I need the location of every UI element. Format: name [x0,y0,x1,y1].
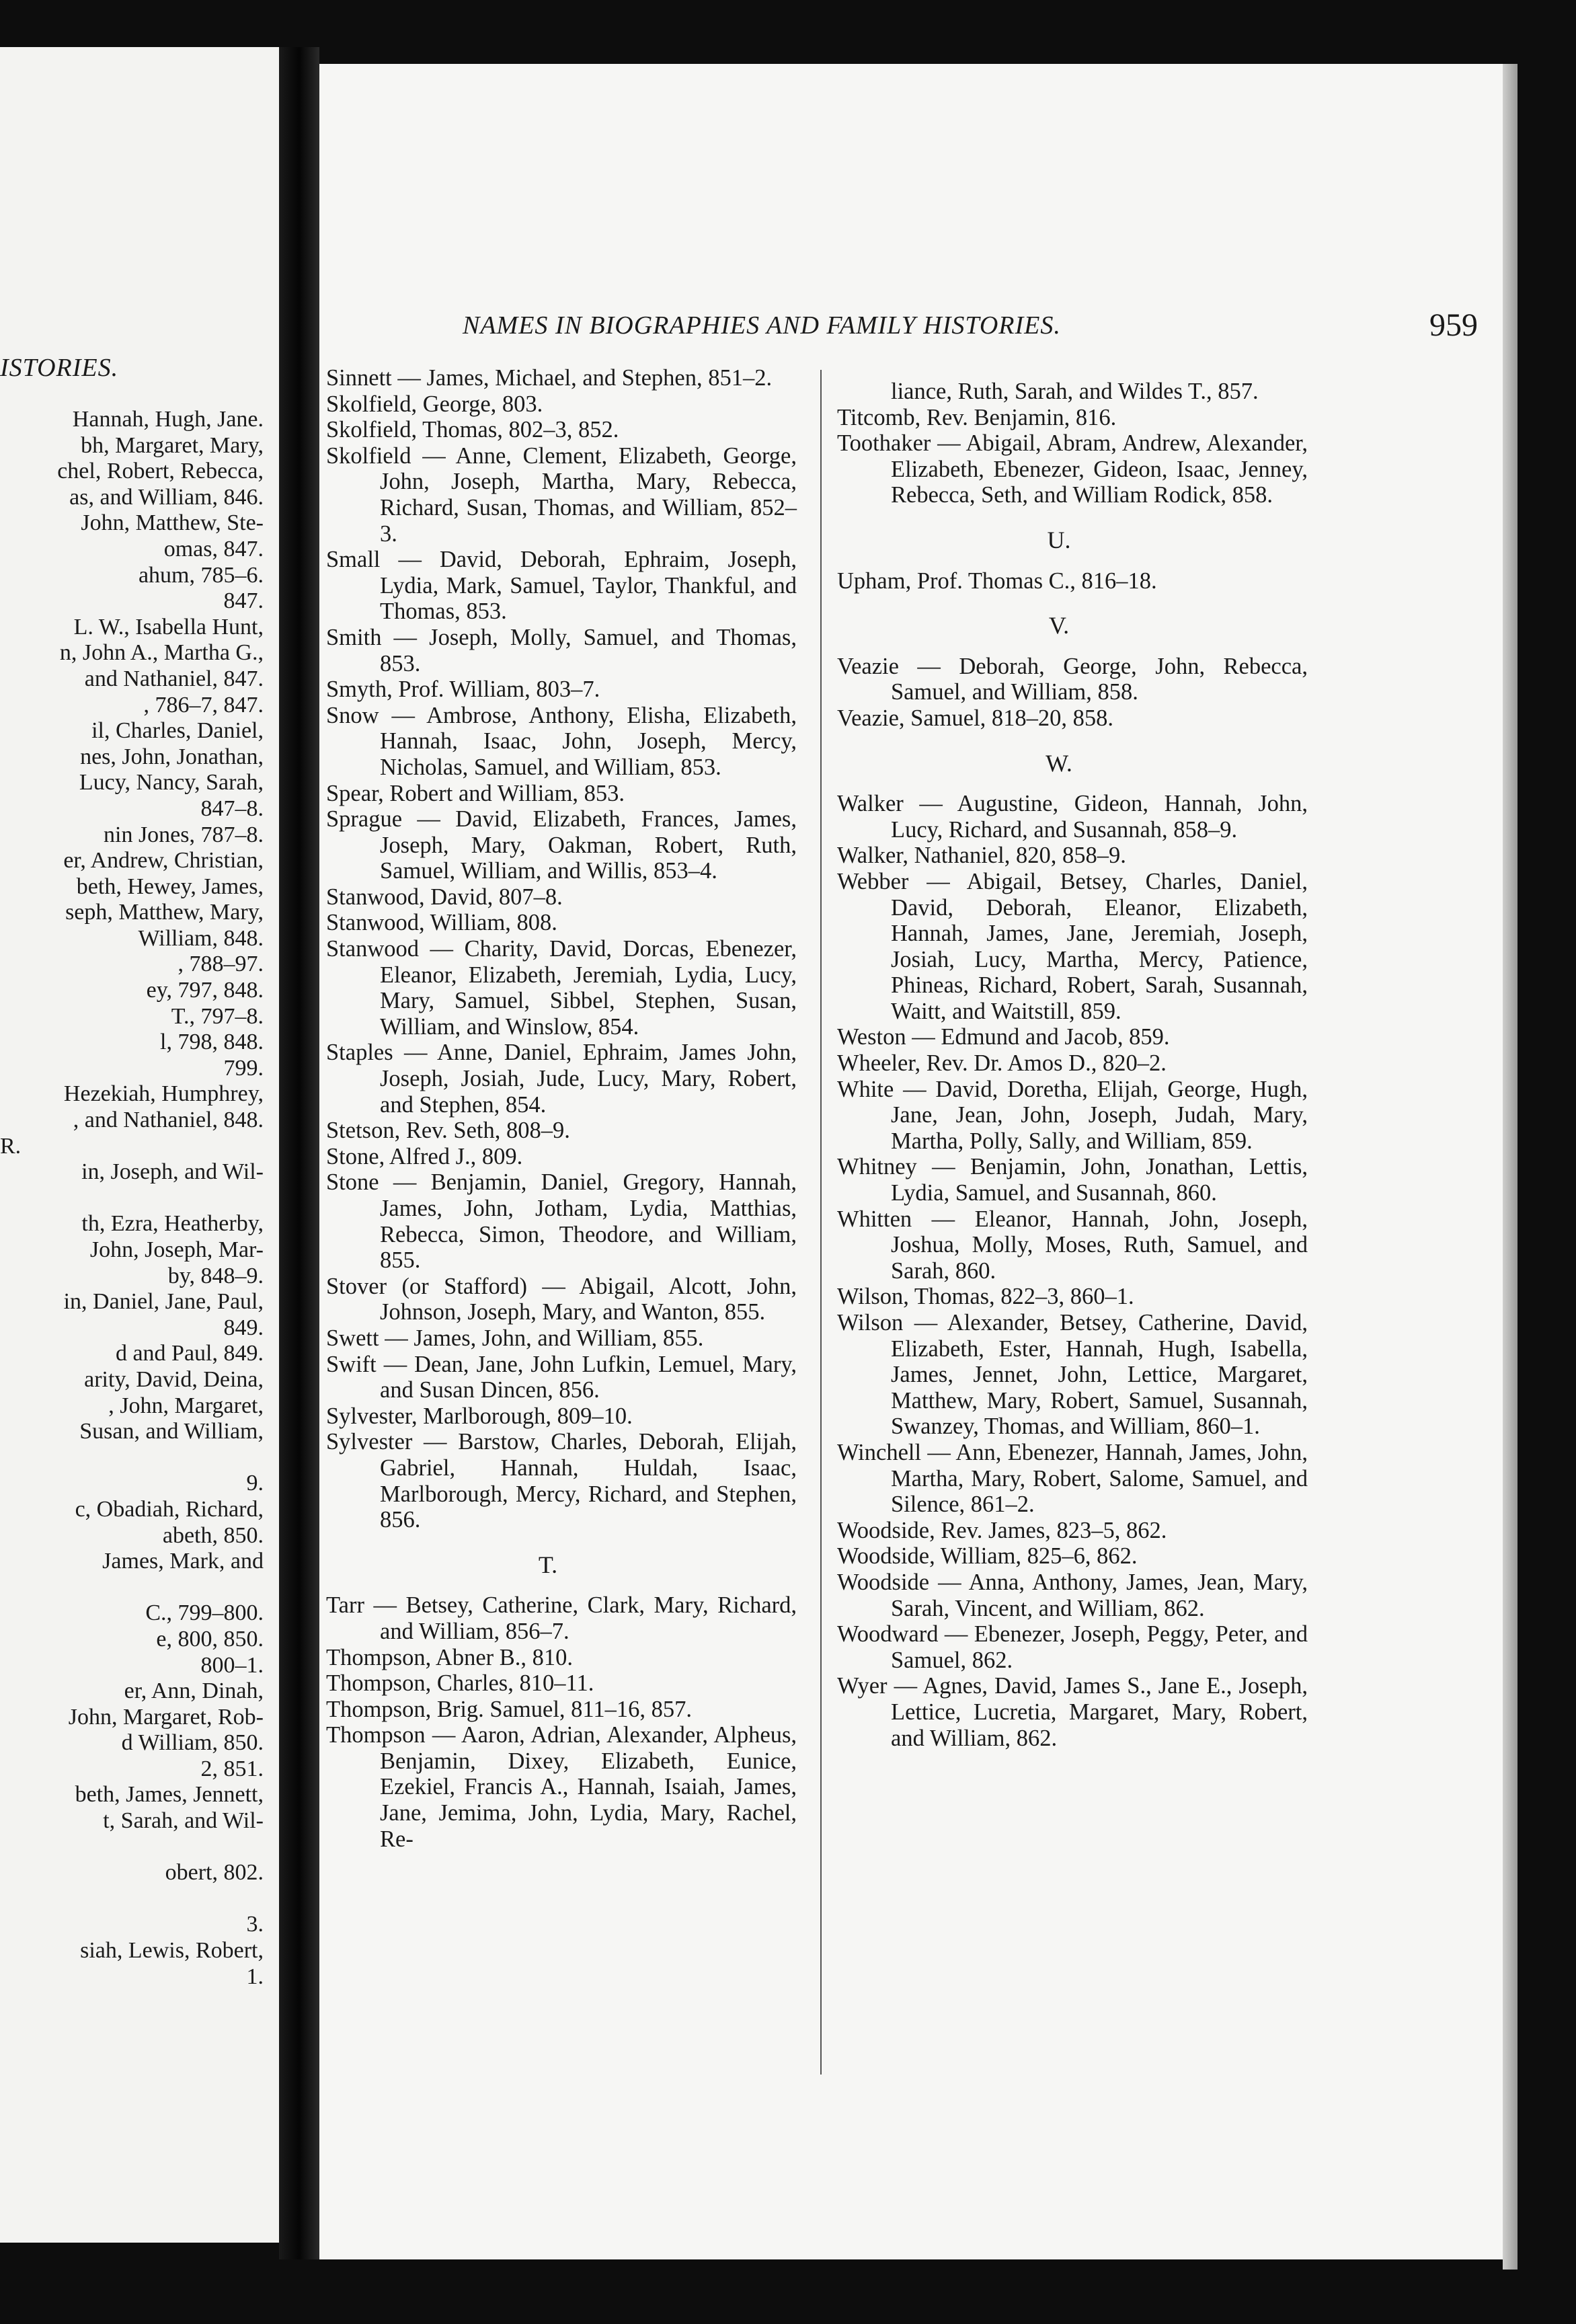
page-title: NAMES IN BIOGRAPHIES AND FAMILY HISTORIES. [463,311,1061,340]
index-entry: Wilson, Thomas, 822–3, 860–1. [837,1284,1134,1310]
left-page-line: John, Margaret, Rob- [68,1704,264,1730]
index-entry: Stone — Benjamin, Daniel, Gregory, Hannah, James, John, Jotham, Lydia, Matthias, Rebecca, Simon, Theodore, and William, 855. [326,1169,797,1274]
left-page-line: ey, 797, 848. [146,978,264,1003]
left-page-line: nin Jones, 787–8. [104,822,264,847]
left-page-line: in, Daniel, Jane, Paul, [63,1289,264,1315]
index-entry: Titcomb, Rev. Benjamin, 816. [837,404,1117,430]
index-entry: Stone, Alfred J., 809. [326,1143,523,1169]
left-page-line: , and Nathaniel, 848. [73,1108,264,1133]
index-entry: Wheeler, Rev. Dr. Amos D., 820–2. [837,1050,1167,1077]
left-page-line: 799. [223,1055,264,1081]
index-entry: Spear, Robert and William, 853. [326,780,625,806]
index-entry: Whitten — Eleanor, Hannah, John, Joseph, Joshua, Molly, Moses, Ruth, Samuel, and Sarah, 860. [837,1206,1308,1284]
index-entry: Stanwood, William, 808. [326,910,557,936]
left-page-text [0,407,264,1990]
right-page [319,64,1503,2259]
left-page-line: d William, 850. [121,1730,264,1756]
index-entry: Walker — Augustine, Gideon, Hannah, John, Lucy, Richard, and Susannah, 858–9. [837,791,1308,843]
left-page-line: chel, Robert, Rebecca, [57,459,264,484]
left-page-line: William, 848. [138,925,264,951]
index-entry: Skolfield, Thomas, 802–3, 852. [326,417,619,443]
left-page-line: , 786–7, 847. [143,692,264,718]
index-entry: Weston — Edmund and Jacob, 859. [837,1024,1170,1050]
left-page-line: th, Ezra, Heatherby, [81,1211,264,1237]
left-page-line: Susan, and William, [79,1419,264,1444]
left-page-line: Hezekiah, Humphrey, [63,1081,264,1107]
left-page-line [0,1834,264,1861]
index-entry: Toothaker — Abigail, Abram, Andrew, Alexander, Elizabeth, Ebenezer, Gideon, Isaac, Jenney, Rebecca, Seth, and William Rodick, 858. [837,430,1308,508]
left-page [0,47,279,2243]
left-page-line: C., 799–800. [145,1600,264,1626]
left-page-line [0,1886,264,1912]
left-page-running-head: ISTORIES. [0,354,119,382]
left-page-line: il, Charles, Daniel, [91,718,264,744]
left-page-line: Hannah, Hugh, Jane. [72,407,264,432]
page-number: 959 [1429,307,1478,343]
index-entry: Woodside, William, 825–6, 862. [837,1543,1138,1570]
left-page-line: 847–8. [200,796,264,821]
index-entry: Stover (or Stafford) — Abigail, Alcott, John, Johnson, Joseph, Mary, and Wanton, 855. [326,1273,797,1325]
index-column-left [326,365,797,1852]
section-letter: T. [538,1551,558,1578]
left-page-line: by, 848–9. [167,1263,264,1288]
left-page-line: n, John A., Martha G., [59,640,264,666]
left-page-line: nes, John, Jonathan, [80,744,264,769]
index-entry: Snow — Ambrose, Anthony, Elisha, Elizabeth, Hannah, Isaac, John, Joseph, Mercy, Nicholas, Samuel, and William, 853. [326,702,797,780]
left-page-line: e, 800, 850. [156,1626,264,1652]
index-entry: Tarr — Betsey, Catherine, Clark, Mary, Richard, and William, 856–7. [326,1592,797,1644]
left-page-line: arity, David, Deina, [84,1366,264,1392]
index-entry: Stetson, Rev. Seth, 808–9. [326,1118,570,1144]
index-entry: Swift — Dean, Jane, John Lufkin, Lemuel, Mary, and Susan Dincen, 856. [326,1351,797,1403]
index-entry: Wyer — Agnes, David, James S., Jane E., Joseph, Lettice, Lucretia, Margaret, Mary, Robert, and William, 862. [837,1673,1308,1751]
left-page-line: R. [0,1133,22,1159]
index-entry: Woodward — Ebenezer, Joseph, Peggy, Peter, and Samuel, 862. [837,1621,1308,1673]
running-head [463,307,1478,343]
index-entry: Smyth, Prof. William, 803–7. [326,676,600,703]
index-entry: Winchell — Ann, Ebenezer, Hannah, James, John, Martha, Mary, Robert, Salome, Samuel, and Silence, 861–2. [837,1439,1308,1518]
index-entry: Thompson, Charles, 810–11. [326,1670,594,1697]
left-page-line: 1. [246,1964,264,1989]
left-page-line: obert, 802. [165,1860,264,1886]
left-page-line: as, and William, 846. [69,484,264,510]
left-page-line: John, Joseph, Mar- [89,1237,264,1262]
left-page-line: d and Paul, 849. [115,1341,264,1366]
left-page-line: er, Andrew, Christian, [63,848,264,874]
left-page-line: t, Sarah, and Wil- [103,1808,264,1834]
left-page-line: 3. [246,1912,264,1937]
left-page-line: 849. [223,1315,264,1340]
left-page-line [0,1445,264,1471]
left-page-line: siah, Lewis, Robert, [80,1938,264,1964]
index-entry: Sprague — David, Elizabeth, Frances, James, Joseph, Mary, Oakman, Robert, Ruth, Samuel, William, and Willis, 853–4. [326,806,797,884]
index-entry: Veazie, Samuel, 818–20, 858. [837,705,1114,731]
index-entry: Stanwood, David, 807–8. [326,884,563,910]
left-page-line: 2, 851. [200,1756,264,1781]
left-page-line: James, Mark, and [102,1549,264,1574]
book-gutter [279,47,319,2259]
left-page-line: 800–1. [200,1652,264,1678]
index-entry: Swett — James, John, and William, 855. [326,1325,704,1351]
left-page-line: 9. [246,1471,264,1496]
index-entry: Upham, Prof. Thomas C., 816–18. [837,568,1157,594]
left-page-line: T., 797–8. [171,1003,264,1029]
left-page-line: in, Joseph, and Wil- [81,1159,264,1185]
left-page-line: bh, Margaret, Mary, [81,432,264,458]
left-page-line: abeth, 850. [162,1522,264,1548]
left-page-line: Lucy, Nancy, Sarah, [79,770,264,796]
left-page-line [0,1575,264,1601]
index-entry: Sinnett — James, Michael, and Stephen, 851–2. [326,365,773,391]
index-entry-continuation: liance, Ruth, Sarah, and Wildes T., 857. [891,379,1259,404]
index-entry: Sylvester — Barstow, Charles, Deborah, Elijah, Gabriel, Hannah, Huldah, Isaac, Marlborough, Mercy, Richard, and Stephen, 856. [326,1429,797,1533]
section-letter: W. [1046,749,1072,777]
index-entry: Whitney — Benjamin, John, Jonathan, Lettis, Lydia, Samuel, and Susannah, 860. [837,1154,1308,1206]
left-page-line: L. W., Isabella Hunt, [73,614,264,640]
section-letter: U. [1047,526,1071,553]
index-entry: Smith — Joseph, Molly, Samuel, and Thomas, 853. [326,624,797,676]
index-entry: Woodside — Anna, Anthony, James, Jean, Mary, Sarah, Vincent, and William, 862. [837,1569,1308,1621]
left-page-line [0,1186,264,1212]
left-page-line: seph, Matthew, Mary, [65,900,264,925]
left-page-line: er, Ann, Dinah, [124,1678,264,1704]
left-page-line: , 788–97. [178,952,264,977]
index-entry: Thompson — Aaron, Adrian, Alexander, Alpheus, Benjamin, Dixey, Elizabeth, Eunice, Ezekiel, Francis A., Hannah, Isaiah, James, Jane, Jemima, John, Lydia, Mary, Rachel, Re- [326,1722,797,1852]
index-entry: Skolfield — Anne, Clement, Elizabeth, George, John, Joseph, Martha, Mary, Rebecca, Richard, Susan, Thomas, and William, 852–3. [326,442,797,547]
index-entry: White — David, Doretha, Elijah, George, Hugh, Jane, Jean, John, Joseph, Judah, Mary, Martha, Polly, Sally, and William, 859. [837,1076,1308,1154]
column-divider [820,370,822,2075]
index-entry: Thompson, Abner B., 810. [326,1644,574,1670]
index-entry: Woodside, Rev. James, 823–5, 862. [837,1517,1167,1543]
index-entry: Sylvester, Marlborough, 809–10. [326,1403,633,1429]
left-page-line: beth, Hewey, James, [76,874,264,899]
index-entry: Skolfield, George, 803. [326,391,543,417]
left-page-line: ahum, 785–6. [138,562,264,588]
left-page-line: l, 798, 848. [160,1030,264,1055]
left-page-line: beth, James, Jennett, [75,1782,264,1808]
left-page-line: , John, Margaret, [108,1393,264,1418]
index-entry: Webber — Abigail, Betsey, Charles, Daniel, David, Deborah, Eleanor, Elizabeth, Hannah, James, Jane, Jeremiah, Joseph, Josiah, Lucy, Martha, Mercy, Patience, Phineas, Richard, Robert, Sarah, Susannah, Waitt, and Waitstill, 859. [837,868,1308,1024]
index-entry: Stanwood — Charity, David, Dorcas, Ebenezer, Eleanor, Elizabeth, Jeremiah, Lydia, Lucy, Mary, Samuel, Sibbel, Stephen, Susan, William, and Winslow, 854. [326,936,797,1040]
index-column-right [837,379,1308,1751]
index-entry: Small — David, Deborah, Ephraim, Joseph, Lydia, Mark, Samuel, Taylor, Thankful, and Thomas, 853. [326,547,797,625]
section-letter: V. [1048,612,1070,640]
left-page-line: c, Obadiah, Richard, [75,1496,264,1522]
page-edge [1503,64,1518,2270]
left-page-line: 847. [223,588,264,614]
index-entry: Wilson — Alexander, Betsey, Catherine, David, Elizabeth, Ester, Hannah, Hugh, Isabella, James, Jennet, John, Lettice, Margaret, Matthew, Mary, Robert, Samuel, Susannah, Swanzey, Thomas, and William, 860–1. [837,1310,1308,1440]
left-page-line: John, Matthew, Ste- [81,510,264,536]
index-entry: Veazie — Deborah, George, John, Rebecca, Samuel, and William, 858. [837,653,1308,705]
left-page-line: and Nathaniel, 847. [84,666,264,691]
index-entry: Thompson, Brig. Samuel, 811–16, 857. [326,1696,692,1722]
left-page-line: omas, 847. [163,536,264,561]
index-entry: Staples — Anne, Daniel, Ephraim, James John, Joseph, Josiah, Jude, Lucy, Mary, Robert, and Stephen, 854. [326,1040,797,1118]
index-entry: Walker, Nathaniel, 820, 858–9. [837,843,1126,869]
